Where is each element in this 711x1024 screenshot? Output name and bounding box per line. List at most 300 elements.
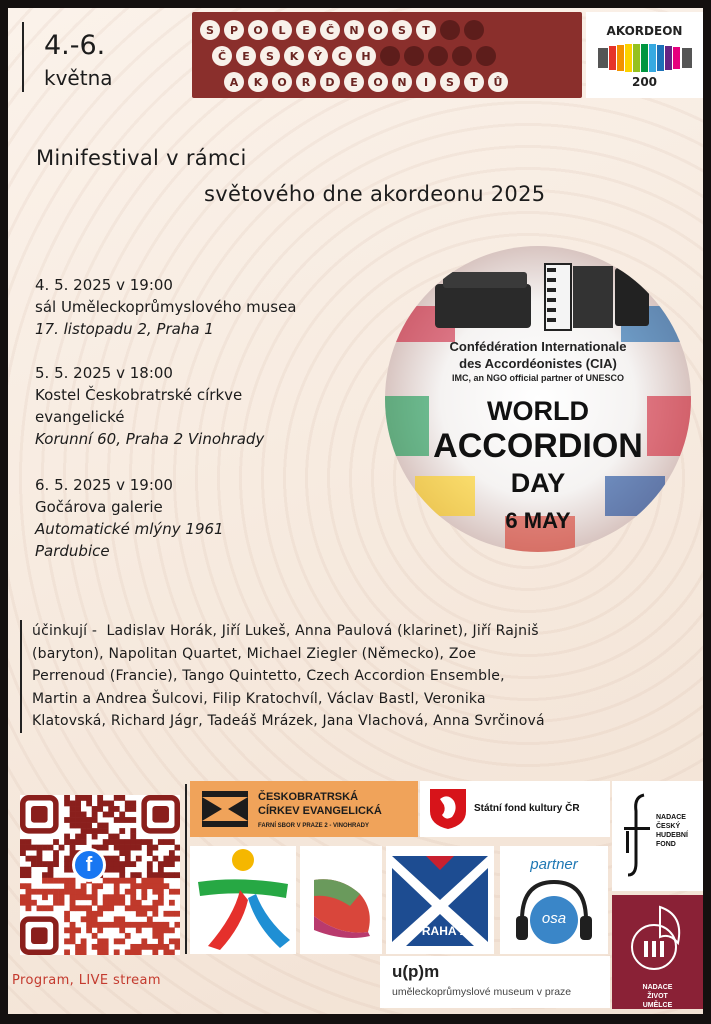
qr-module xyxy=(119,894,125,900)
qr-module xyxy=(20,900,26,906)
performers-line: Perrenoud (Francie), Tango Quintetto, Czech Accordion Ensemble, xyxy=(32,668,505,684)
qr-module xyxy=(81,944,87,950)
qr-module xyxy=(70,883,76,889)
qr-module xyxy=(114,834,120,840)
qr-module xyxy=(108,894,114,900)
qr-module xyxy=(53,889,59,895)
qr-module xyxy=(70,806,76,812)
facebook-icon: f xyxy=(72,848,106,882)
qr-module xyxy=(163,872,169,878)
society-key: T xyxy=(464,72,484,92)
keyboard-icon xyxy=(596,42,694,74)
qr-module xyxy=(53,850,59,856)
qr-module xyxy=(48,878,54,884)
qr-module xyxy=(70,905,76,911)
qr-module xyxy=(108,812,114,818)
qr-module xyxy=(125,861,131,867)
qr-module xyxy=(174,944,180,950)
qr-module xyxy=(70,900,76,906)
qr-module xyxy=(86,922,92,928)
qr-module xyxy=(108,861,114,867)
society-key: O xyxy=(272,72,292,92)
society-key-blank xyxy=(428,46,448,66)
qr-module xyxy=(141,889,147,895)
qr-module xyxy=(70,812,76,818)
qr-module xyxy=(64,878,70,884)
headline-line-1: Minifestival v rámci xyxy=(36,146,247,170)
event-2 xyxy=(35,362,264,450)
qr-module xyxy=(141,922,147,928)
qr-module xyxy=(37,850,43,856)
society-key: S xyxy=(200,20,220,40)
qr-module xyxy=(81,905,87,911)
qr-module xyxy=(169,872,175,878)
qr-module xyxy=(141,938,147,944)
qr-module xyxy=(97,828,103,834)
qr-module xyxy=(26,889,32,895)
qr-module xyxy=(141,839,147,845)
akordeon-title: AKORDEON xyxy=(606,24,683,38)
qr-module xyxy=(169,911,175,917)
qr-module xyxy=(26,845,32,851)
qr-module xyxy=(70,889,76,895)
day-title: DAY xyxy=(510,468,566,498)
qr-caption: Program, LIVE stream xyxy=(12,973,161,988)
qr-module xyxy=(136,927,142,933)
qr-module xyxy=(114,817,120,823)
event-address: Korunní 60, Praha 2 Vinohrady xyxy=(35,430,265,448)
qr-module xyxy=(147,861,153,867)
qr-module xyxy=(130,872,136,878)
qr-module xyxy=(158,839,164,845)
qr-module xyxy=(97,927,103,933)
qr-module xyxy=(158,938,164,944)
qr-module xyxy=(147,872,153,878)
qr-module xyxy=(147,905,153,911)
qr-module xyxy=(141,905,147,911)
society-key: E xyxy=(296,20,316,40)
qr-module xyxy=(20,872,26,878)
qr-module xyxy=(81,839,87,845)
qr-module xyxy=(20,883,26,889)
qr-module xyxy=(97,911,103,917)
qr-module xyxy=(26,900,32,906)
qr-module xyxy=(37,856,43,862)
qr-module xyxy=(119,878,125,884)
qr-module xyxy=(97,883,103,889)
cce-emblem-icon xyxy=(200,789,250,829)
qr-module xyxy=(81,828,87,834)
qr-module xyxy=(130,878,136,884)
qr-module xyxy=(130,900,136,906)
qr-module xyxy=(64,856,70,862)
qr-module xyxy=(92,883,98,889)
qr-module xyxy=(92,817,98,823)
qr-module xyxy=(108,839,114,845)
qr-module xyxy=(81,823,87,829)
qr-module xyxy=(174,889,180,895)
qr-module xyxy=(136,949,142,955)
qr-module xyxy=(37,905,43,911)
date-range: 4.-6. xyxy=(44,30,106,61)
qr-module xyxy=(147,922,153,928)
qr-module xyxy=(152,845,158,851)
event-place-cont: evangelické xyxy=(35,408,125,426)
qr-module xyxy=(114,889,120,895)
qr-module xyxy=(136,922,142,928)
qr-module xyxy=(92,933,98,939)
qr-module xyxy=(152,856,158,862)
qr-module xyxy=(158,878,164,884)
qr-module xyxy=(108,867,114,873)
qr-module xyxy=(86,894,92,900)
qr-module xyxy=(75,812,81,818)
qr-module xyxy=(48,872,54,878)
qr-module xyxy=(92,916,98,922)
qr-module xyxy=(169,938,175,944)
qr-module xyxy=(119,938,125,944)
qr-module xyxy=(152,905,158,911)
qr-module xyxy=(42,889,48,895)
qr-module xyxy=(103,839,109,845)
qr-module xyxy=(64,795,70,801)
qr-module xyxy=(59,900,65,906)
qr-module xyxy=(53,900,59,906)
qr-module xyxy=(174,845,180,851)
qr-module xyxy=(163,883,169,889)
qr-finder-center xyxy=(31,927,48,944)
qr-module xyxy=(130,905,136,911)
qr-module xyxy=(37,861,43,867)
qr-module xyxy=(108,834,114,840)
qr-module xyxy=(119,845,125,851)
qr-module xyxy=(152,900,158,906)
qr-module xyxy=(114,867,120,873)
qr-module xyxy=(42,872,48,878)
qr-module xyxy=(147,845,153,851)
accordion-title: ACCORDION xyxy=(433,427,643,465)
qr-module xyxy=(163,839,169,845)
qr-module xyxy=(86,795,92,801)
qr-module xyxy=(152,911,158,917)
qr-module xyxy=(92,894,98,900)
qr-module xyxy=(158,889,164,895)
sfk-name: Státní fond kultury ČR xyxy=(474,803,580,814)
qr-module xyxy=(158,894,164,900)
sponsor-sfk xyxy=(420,781,610,837)
qr-module xyxy=(130,883,136,889)
qr-module xyxy=(97,823,103,829)
qr-module xyxy=(75,927,81,933)
accordion-icon xyxy=(433,256,653,338)
qr-module xyxy=(130,949,136,955)
qr-module xyxy=(86,817,92,823)
qr-module xyxy=(37,845,43,851)
event-place: Gočárova galerie xyxy=(35,498,163,516)
event-address-cont: Pardubice xyxy=(35,542,110,560)
qr-module xyxy=(114,795,120,801)
qr-module xyxy=(147,850,153,856)
qr-module xyxy=(125,889,131,895)
nzu-emblem-icon xyxy=(626,903,690,979)
qr-module xyxy=(42,905,48,911)
qr-module xyxy=(158,872,164,878)
qr-module xyxy=(158,927,164,933)
qr-module xyxy=(64,883,70,889)
event-address: 17. listopadu 2, Praha 1 xyxy=(35,320,214,338)
day-date: 6 MAY xyxy=(505,508,571,533)
qr-module xyxy=(92,812,98,818)
sponsor-nchf xyxy=(612,781,703,891)
qr-module xyxy=(86,905,92,911)
qr-module xyxy=(53,839,59,845)
akordeon-number: 200 xyxy=(631,75,658,89)
society-key: I xyxy=(416,72,436,92)
qr-module xyxy=(75,889,81,895)
society-logo xyxy=(192,12,582,98)
qr-module xyxy=(147,916,153,922)
qr-module xyxy=(70,801,76,807)
world-title: WORLD xyxy=(487,396,589,426)
qr-module xyxy=(114,883,120,889)
society-key: E xyxy=(344,72,364,92)
society-row-3 xyxy=(224,72,508,92)
qr-module xyxy=(86,801,92,807)
qr-module xyxy=(141,944,147,950)
qr-module xyxy=(92,944,98,950)
qr-module xyxy=(125,850,131,856)
society-key: L xyxy=(272,20,292,40)
qr-module xyxy=(163,949,169,955)
qr-module xyxy=(158,861,164,867)
qr-module xyxy=(81,916,87,922)
qr-module xyxy=(119,922,125,928)
qr-module xyxy=(119,861,125,867)
qr-module xyxy=(125,817,131,823)
qr-module xyxy=(59,894,65,900)
qr-module xyxy=(130,889,136,895)
qr-module xyxy=(42,894,48,900)
qr-module xyxy=(158,933,164,939)
czech-lion-shield-icon xyxy=(428,787,468,831)
qr-module xyxy=(75,823,81,829)
society-key: N xyxy=(344,20,364,40)
qr-module xyxy=(119,795,125,801)
qr-module xyxy=(64,867,70,873)
qr-module xyxy=(147,883,153,889)
footer-divider xyxy=(185,784,187,954)
qr-module xyxy=(125,949,131,955)
qr-module xyxy=(136,839,142,845)
society-row-2 xyxy=(212,46,496,66)
qr-module xyxy=(125,801,131,807)
osa-partner-label: partner xyxy=(530,856,578,873)
qr-module xyxy=(103,878,109,884)
qr-module xyxy=(70,927,76,933)
qr-module xyxy=(152,878,158,884)
qr-module xyxy=(75,834,81,840)
qr-module xyxy=(103,905,109,911)
qr-module xyxy=(103,900,109,906)
qr-module xyxy=(103,949,109,955)
qr-module xyxy=(114,938,120,944)
qr-module xyxy=(64,834,70,840)
qr-module xyxy=(26,856,32,862)
qr-module xyxy=(31,861,37,867)
qr-module xyxy=(114,922,120,928)
performers-line: Klatovská, Richard Jágr, Tadeáš Mrázek, Jana Vlachová, Anna Svrčinová xyxy=(32,713,545,729)
qr-module xyxy=(163,927,169,933)
fan-logo-icon xyxy=(300,846,382,954)
society-key: C xyxy=(332,46,352,66)
qr-module xyxy=(114,845,120,851)
qr-module xyxy=(20,894,26,900)
qr-module xyxy=(64,949,70,955)
qr-module xyxy=(81,889,87,895)
qr-module xyxy=(114,949,120,955)
qr-module xyxy=(152,872,158,878)
society-key: O xyxy=(368,72,388,92)
qr-module xyxy=(20,845,26,851)
qr-module xyxy=(92,834,98,840)
society-key: S xyxy=(260,46,280,66)
qr-module xyxy=(92,911,98,917)
qr-module xyxy=(64,927,70,933)
qr-module xyxy=(169,900,175,906)
society-key: Č xyxy=(212,46,232,66)
qr-module xyxy=(158,883,164,889)
qr-module xyxy=(64,801,70,807)
qr-module xyxy=(59,889,65,895)
qr-module xyxy=(86,916,92,922)
qr-module xyxy=(92,828,98,834)
qr-module xyxy=(163,861,169,867)
qr-module xyxy=(53,856,59,862)
qr-module xyxy=(119,867,125,873)
cce-title: ČESKOBRATRSKÁ xyxy=(258,791,359,803)
qr-module xyxy=(81,938,87,944)
society-key: O xyxy=(248,20,268,40)
qr-module xyxy=(42,861,48,867)
qr-module xyxy=(169,861,175,867)
event-address: Automatické mlýny 1961 xyxy=(35,520,224,538)
qr-module xyxy=(64,861,70,867)
performers-line: Ladislav Horák, Jiří Lukeš, Anna Paulová (klarinet), Jiří Rajniš xyxy=(106,623,539,639)
nzu-name: NADACE ŽIVOT UMĚLCE xyxy=(642,984,673,1009)
qr-module xyxy=(31,900,37,906)
qr-module xyxy=(130,861,136,867)
qr-module xyxy=(64,938,70,944)
upm-logo: u(p)m xyxy=(392,962,440,981)
nchf-emblem-icon xyxy=(620,791,654,879)
qr-module xyxy=(174,911,180,917)
qr-module xyxy=(75,949,81,955)
qr-module xyxy=(114,806,120,812)
qr-module xyxy=(103,922,109,928)
qr-module xyxy=(125,878,131,884)
poster xyxy=(8,8,703,1014)
qr-module xyxy=(64,889,70,895)
qr-module xyxy=(152,927,158,933)
qr-module xyxy=(64,916,70,922)
qr-module xyxy=(81,817,87,823)
qr-module xyxy=(81,883,87,889)
qr-module xyxy=(48,905,54,911)
qr-module xyxy=(119,817,125,823)
qr-module xyxy=(152,944,158,950)
qr-module xyxy=(174,856,180,862)
cia-name: Confédération Internationale des Accordéonistes (CIA) xyxy=(449,339,627,371)
headline-line-2: světového dne akordeonu 2025 xyxy=(204,182,546,206)
qr-module xyxy=(130,839,136,845)
society-key-blank xyxy=(452,46,472,66)
qr-module xyxy=(152,883,158,889)
event-time: 6. 5. 2025 v 19:00 xyxy=(35,476,173,494)
qr-module xyxy=(103,823,109,829)
qr-module xyxy=(64,817,70,823)
date-month: května xyxy=(44,66,113,90)
qr-module xyxy=(147,878,153,884)
society-key: H xyxy=(356,46,376,66)
qr-module xyxy=(169,856,175,862)
qr-module xyxy=(108,905,114,911)
qr-module xyxy=(53,861,59,867)
sponsor-fan-logo xyxy=(300,846,382,954)
qr-module xyxy=(130,834,136,840)
society-key: R xyxy=(296,72,316,92)
qr-module xyxy=(169,889,175,895)
qr-module xyxy=(169,850,175,856)
performers xyxy=(20,620,700,733)
qr-module xyxy=(141,894,147,900)
qr-module xyxy=(130,806,136,812)
qr-module xyxy=(70,823,76,829)
qr-module xyxy=(141,911,147,917)
qr-module xyxy=(169,949,175,955)
event-place: Kostel Českobratrské církve xyxy=(35,386,243,404)
qr-module xyxy=(141,883,147,889)
qr-module xyxy=(70,878,76,884)
society-key: N xyxy=(392,72,412,92)
qr-module xyxy=(75,801,81,807)
qr-module xyxy=(152,889,158,895)
sponsor-cce xyxy=(190,781,418,837)
qr-module xyxy=(97,905,103,911)
society-key: Ý xyxy=(308,46,328,66)
performers-line: (baryton), Napolitan Quartet, Michael Ziegler (Německo), Zoe xyxy=(32,645,477,662)
qr-module xyxy=(108,878,114,884)
qr-module xyxy=(108,922,114,928)
qr-module xyxy=(103,845,109,851)
qr-module xyxy=(125,806,131,812)
qr-module xyxy=(81,949,87,955)
society-key: T xyxy=(416,20,436,40)
qr-module xyxy=(147,867,153,873)
qr-module xyxy=(152,949,158,955)
qr-module xyxy=(119,812,125,818)
society-key: P xyxy=(224,20,244,40)
qr-module xyxy=(31,856,37,862)
qr-module xyxy=(125,905,131,911)
qr-module xyxy=(114,900,120,906)
qr-module xyxy=(59,878,65,884)
qr-module xyxy=(97,806,103,812)
qr-module xyxy=(152,933,158,939)
qr-module xyxy=(75,905,81,911)
qr-module xyxy=(97,801,103,807)
qr-module xyxy=(114,839,120,845)
qr-module xyxy=(97,922,103,928)
